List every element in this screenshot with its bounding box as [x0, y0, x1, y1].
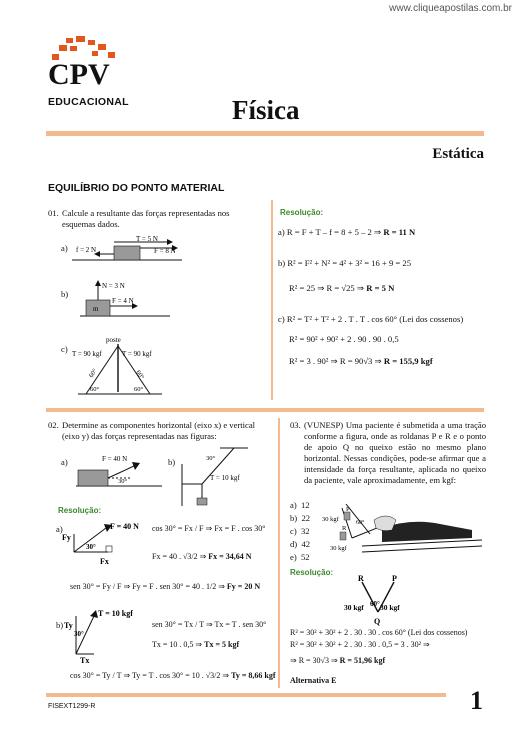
q02-label-b: b) [168, 457, 176, 467]
q02-rb-eq3: cos 30° = Ty / T ⇒ Ty = T . cos 30° = 10 . √3/2 ⇒ Ty = 8,66 kgf [70, 671, 276, 680]
footer-rule [46, 693, 446, 697]
q03-eq2: R² = 30² + 30² + 2 . 30 . 30 . 0,5 = 3 . 30² ⇒ [290, 640, 430, 649]
fig-c-rope-left: 60° [87, 367, 99, 380]
logo-subtitle: EDUCACIONAL [48, 96, 129, 108]
q01-res-c1: c) R² = T² + T² + 2 . T . T . cos 60° (Lei dos cossenos) [278, 314, 464, 324]
res2a-f-label: F = 40 N [110, 522, 139, 531]
logo-emblem [46, 36, 128, 96]
option-b[interactable]: b) 22 [290, 513, 311, 523]
diag-angle: 60° [370, 600, 380, 608]
q03-vector-diagram [340, 572, 420, 626]
q03-resolution-label: Resolução: [290, 568, 334, 577]
q02-resolution-label: Resolução: [58, 506, 102, 515]
q02-ra-label: a) [56, 524, 63, 534]
fig-c-t2-label: T = 90 kgf [122, 350, 152, 358]
q03-fig-w2: 30 kgf [330, 545, 347, 552]
res2a-angle: 30° [86, 543, 96, 551]
q02-text: Determine as componentes horizontal (eixo x) e vertical (eixo y) das forças representadas nas figuras: [62, 420, 256, 441]
q02-label-a: a) [61, 457, 68, 467]
column-divider-bottom [278, 418, 280, 688]
fig-b-box-label: m [93, 305, 99, 313]
header-rule [46, 131, 484, 136]
fig-a-t-label: T = 5 N [136, 235, 158, 243]
fig-b-f-label: F = 4 N [112, 297, 134, 305]
q01-figure-b [80, 278, 170, 324]
res2b-angle: 30° [74, 630, 84, 638]
fig-c-t1-label: T = 90 kgf [72, 350, 102, 358]
option-e[interactable]: e) 52 [290, 552, 310, 562]
diag-q: Q [374, 617, 381, 626]
diag-right-force: 30 kgf [380, 603, 400, 612]
q03-answer: Alternativa E [290, 676, 337, 685]
q01-res-c3: R² = 3 . 90² ⇒ R = 90√3 ⇒ R = 155,9 kgf [289, 356, 433, 366]
q01-label-a: a) [61, 243, 68, 253]
fig-b-n-label: N = 3 N [102, 282, 125, 290]
fig2a-angle: 30° [118, 478, 128, 485]
res2b-t-label: T = 10 kgf [98, 609, 133, 618]
footer-code: FISEXT1299-R [48, 703, 96, 710]
q01-figure-a [72, 232, 182, 268]
page-title: Física [232, 95, 300, 125]
q03-fig-p: P [346, 506, 350, 513]
q01-number: 01. [48, 208, 59, 218]
q01-text: Calcule a resultante das forças representadas nos esquemas dados. [62, 208, 230, 229]
q03-fig-w1: 30 kgf [322, 516, 339, 523]
fig-c-angle-left: 60° [90, 386, 100, 393]
res2a-fx-label: Fx [100, 557, 109, 566]
q01-label-b: b) [61, 289, 69, 299]
fig2b-t-label: T = 10 kgf [210, 474, 240, 482]
q02-ra-eq2: Fx = 40 . √3/2 ⇒ Fx = 34,64 N [152, 552, 252, 561]
option-a[interactable]: a) 12 [290, 500, 310, 510]
fig-c-poste-label: poste [106, 336, 121, 344]
cpv-logo [46, 36, 128, 96]
q02-ra-eq1: cos 30° = Fx / F ⇒ Fx = F . cos 30° [152, 524, 266, 533]
q03-fig-r: R [342, 525, 347, 532]
site-url[interactable]: www.cliqueapostilas.com.br [389, 3, 512, 14]
page-subtitle: Estática [432, 146, 484, 162]
q03-eq1: R² = 30² + 30² + 2 . 30 . 30 . cos 60° (Lei dos cossenos) [290, 628, 468, 637]
q02-rb-label: b) [56, 620, 64, 630]
res2a-fy-label: Fy [62, 533, 71, 542]
q02-res-a-diagram [62, 518, 148, 570]
fig-a-fat-label: f = 2 N [76, 246, 97, 254]
q01-res-c2: R² = 90² + 90² + 2 . 90 . 90 . 0,5 [289, 334, 399, 344]
option-c[interactable]: c) 32 [290, 526, 310, 536]
res2b-ty-label: Ty [64, 621, 73, 630]
q02-figure-b [180, 444, 260, 506]
q01-figure-c [70, 332, 170, 402]
diag-r: R [358, 574, 364, 583]
column-divider-top [271, 200, 273, 400]
q02-ra-eq3: sen 30° = Fy / F ⇒ Fy = F . sen 30° = 40 . 1/2 ⇒ Fy = 20 N [70, 582, 261, 591]
q01-res-b2: R² = 25 ⇒ R = √25 ⇒ R = 5 N [289, 283, 395, 293]
q03-fig-ang: 60° [356, 520, 365, 526]
q01-label-c: c) [61, 344, 68, 354]
fig-c-rope-right: 60° [134, 369, 146, 381]
logo-letters: CPV [48, 58, 110, 91]
q02-res-b-diagram [62, 606, 152, 664]
q03-patient-figure [322, 500, 484, 560]
divider-middle [46, 408, 484, 412]
q01-res-a: a) R = F + T – f = 8 + 5 – 2 ⇒ R = 11 N [278, 227, 416, 237]
q01-resolution-label: Resolução: [280, 208, 324, 217]
fig2a-f-label: F = 40 N [102, 455, 128, 463]
res2b-tx-label: Tx [80, 656, 90, 664]
fig-a-f-label: F = 8 N [154, 247, 176, 255]
q02-rb-eq1: sen 30° = Tx / T ⇒ Tx = T . sen 30° [152, 620, 267, 629]
option-d[interactable]: d) 42 [290, 539, 311, 549]
fig2b-angle: 30° [206, 455, 216, 462]
q02-rb-eq2: Tx = 10 . 0,5 ⇒ Tx = 5 kgf [152, 640, 240, 649]
q02-number: 02. [48, 420, 59, 430]
q02-figure-a [72, 450, 164, 492]
diag-left-force: 30 kgf [344, 603, 364, 612]
section-heading: EQUILÍBRIO DO PONTO MATERIAL [48, 182, 225, 194]
q01-res-b1: b) R² = F² + N² = 4² + 3² = 16 + 9 = 25 [278, 258, 412, 268]
q03-text: (VUNESP) Uma paciente é submetida a uma tração conforme a figura, onde as roldanas P e R e o ponto de apoio Q no queixo estão no mesmo plano horizontal. Nessas condições, pode-se afirmar que a intensidade da força resultante, aplicada no queixo da paciente, vale aproximadamente, em kgf: [304, 420, 486, 485]
diag-p: P [392, 574, 397, 583]
fig-c-angle-right: 60° [134, 386, 144, 393]
page-number: 1 [470, 686, 483, 715]
q03-options [290, 500, 310, 563]
q03-eq3: ⇒ R = 30√3 ⇒ R = 51,96 kgf [290, 656, 386, 665]
q03-number: 03. [290, 420, 301, 430]
